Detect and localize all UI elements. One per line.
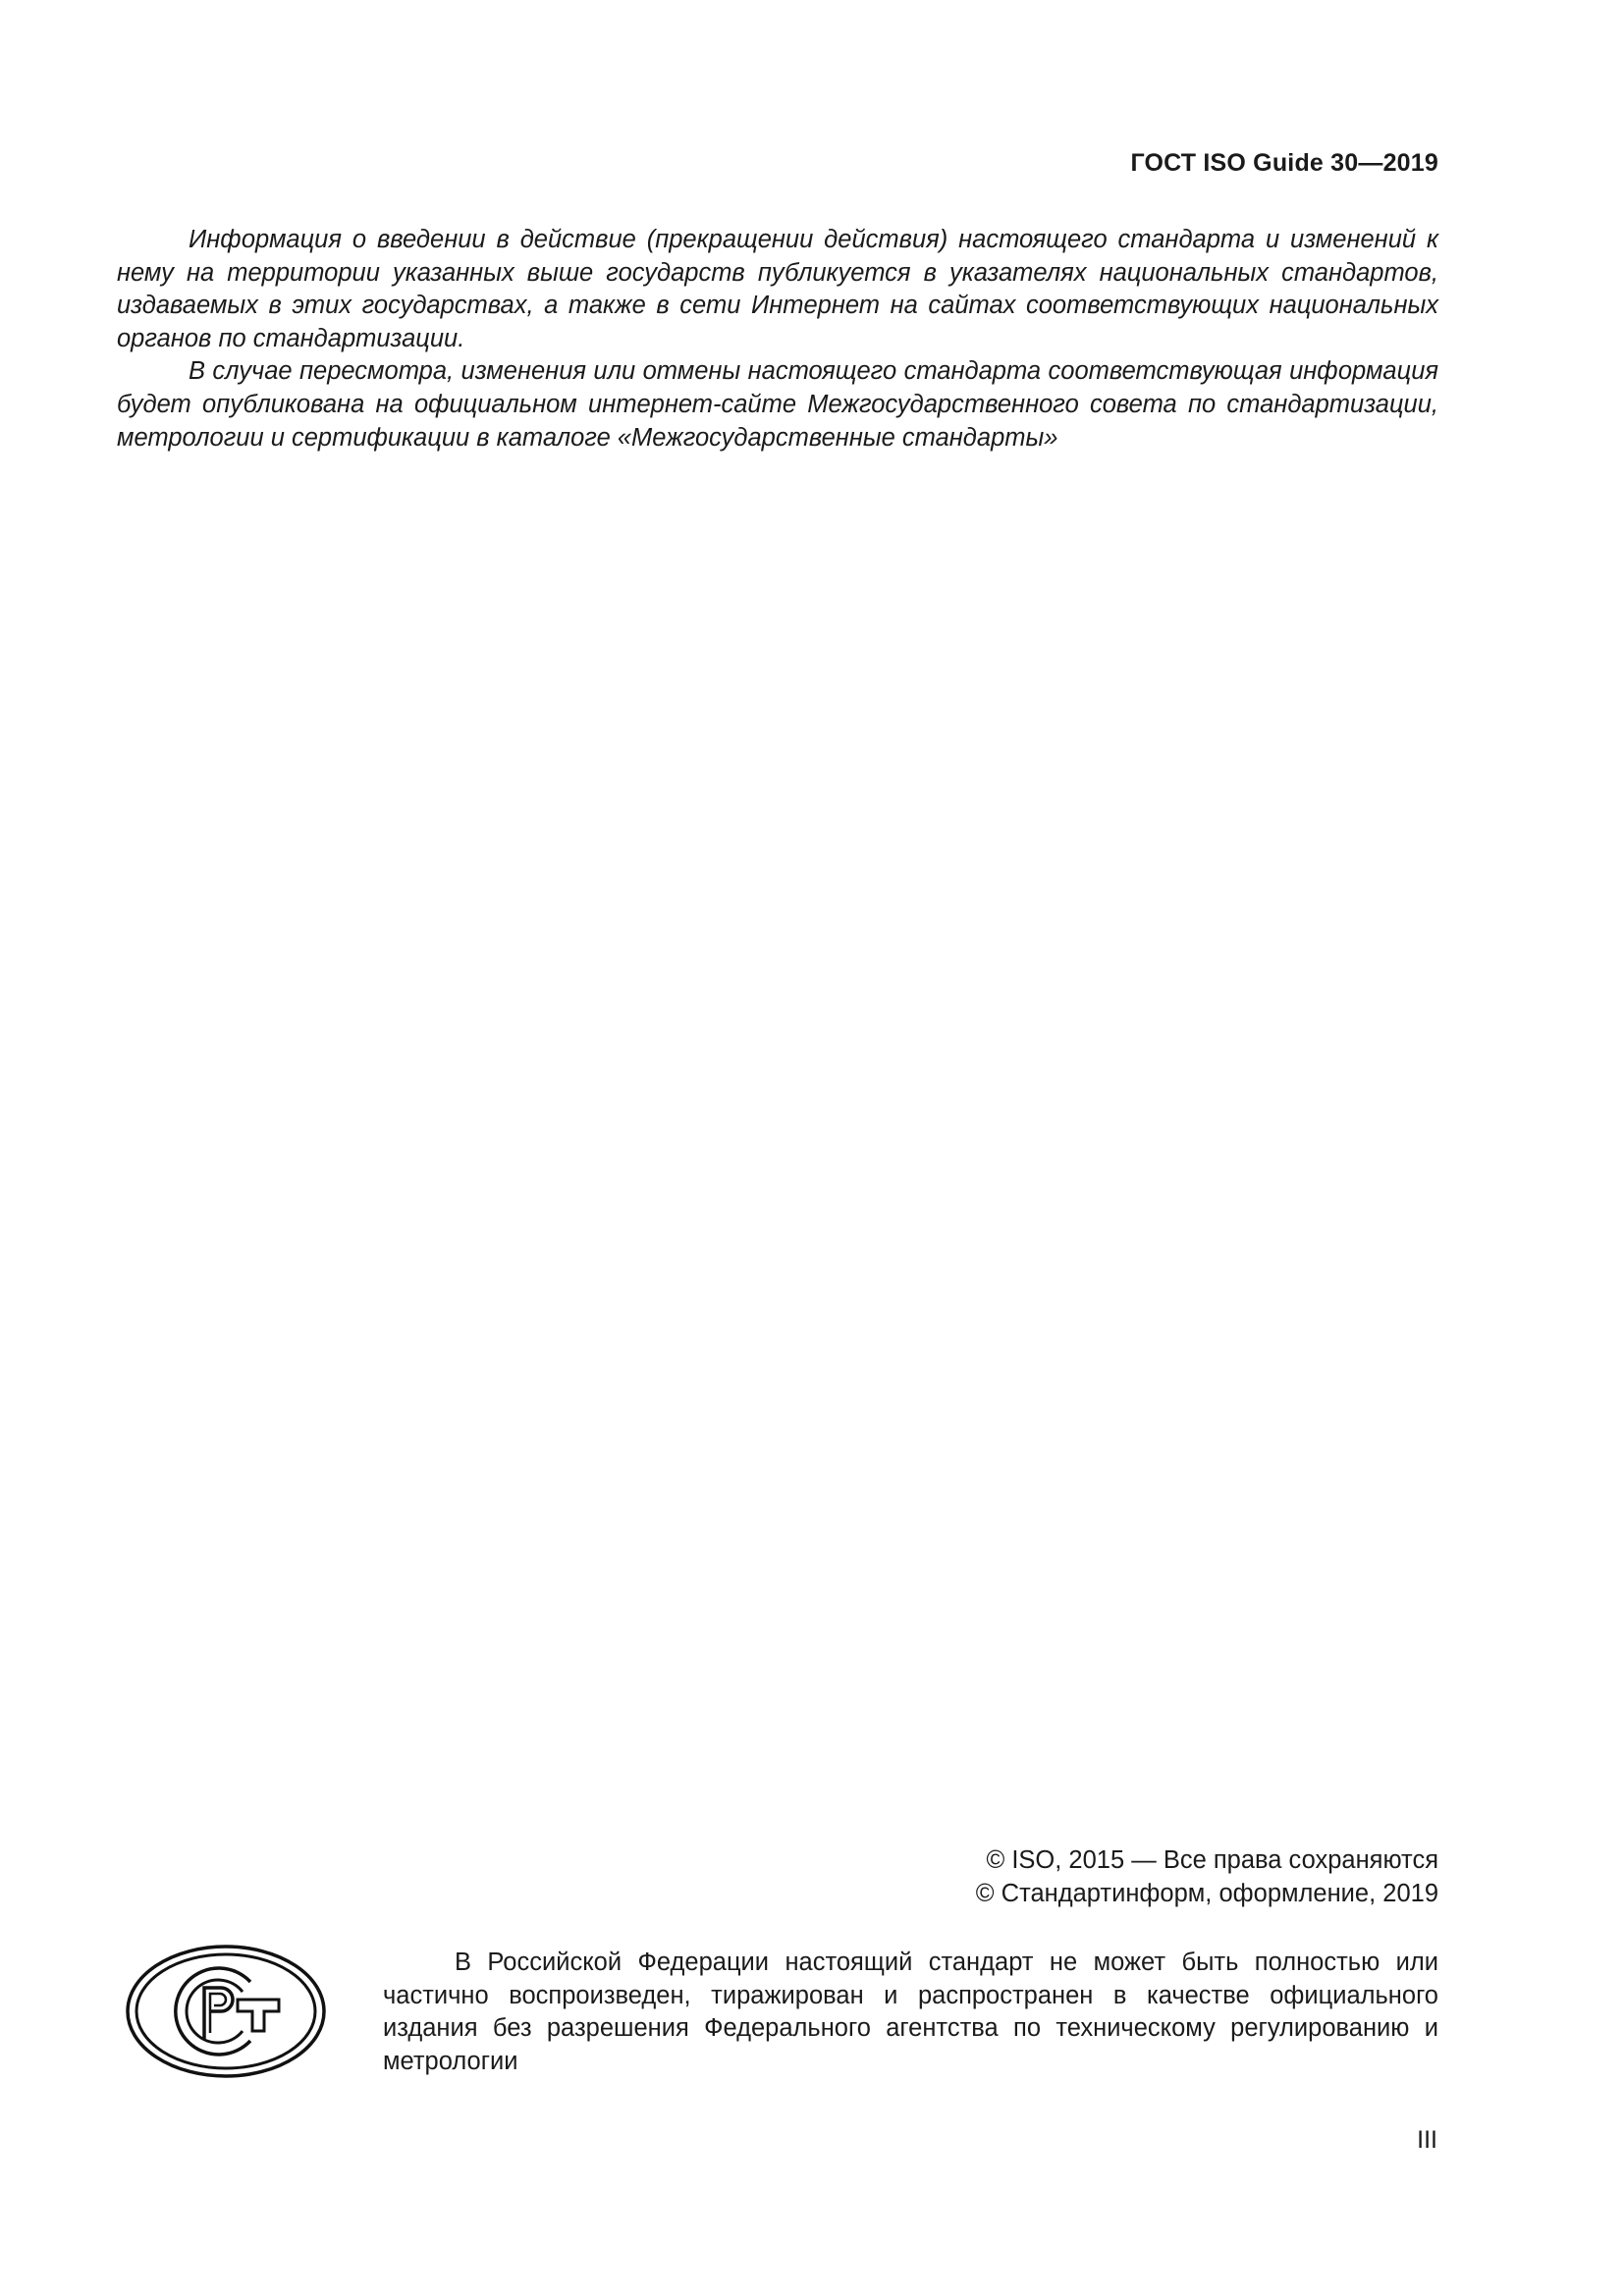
copyright-publisher: © Стандартинформ, оформление, 2019 <box>975 1879 1438 1907</box>
copyright-iso: © ISO, 2015 — Все права сохраняются <box>986 1846 1438 1874</box>
rst-logo-icon <box>124 1943 328 2080</box>
notice-text: В Российской Федерации настоящий стандарт не может быть полностью или частично воспроизведен, тиражирован и распространен в качестве официального издания без разрешения Федерального агентства по техническому регулированию и метрологии <box>383 1949 1438 2075</box>
document-code: ГОСТ ISO Guide 30—2019 <box>1130 149 1438 177</box>
intro-paragraph: Информация о введении в действие (прекращении действия) настоящего стандарта и изменений к нему на территории указанных выше государств публикуется в указателях национальных стандартов, издаваемых в этих государствах, а также в сети Интернет на сайтах соответствующих национальных органов по стандартизации. <box>117 226 1438 352</box>
page-number: III <box>1417 2126 1437 2154</box>
intro-paragraph: В случае пересмотра, изменения или отмены настоящего стандарта соответствующая информация будет опубликована на официальном интернет-сайте Межгосударственного совета по стандартизации, метрологии и сертификации в каталоге «Межгосударственные стандарты» <box>117 357 1438 452</box>
copyright-block <box>976 1844 1438 1910</box>
reproduction-notice <box>383 1947 1438 2078</box>
intro-text-block <box>117 224 1438 454</box>
